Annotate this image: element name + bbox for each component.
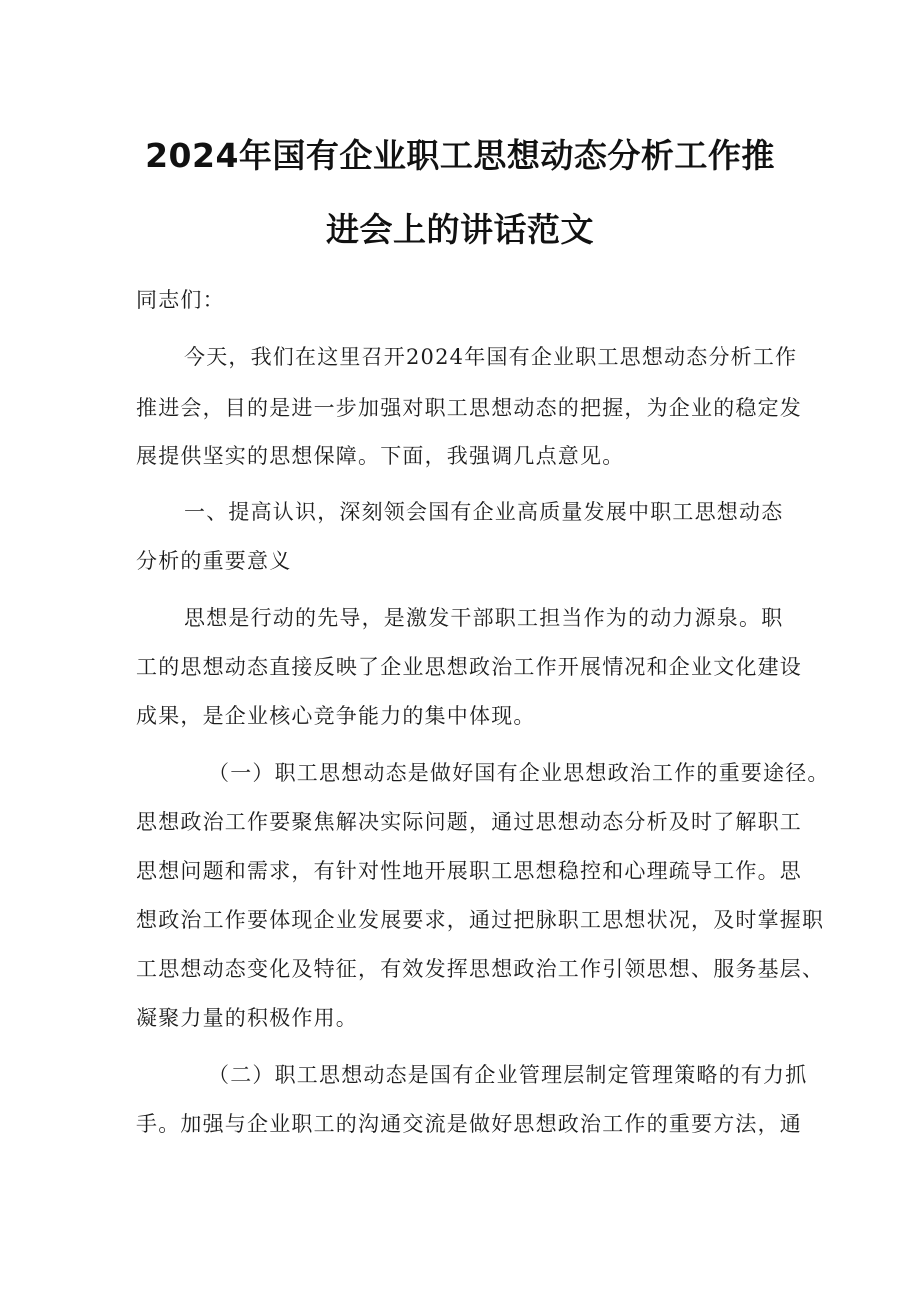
body-line: 工的思想动态直接反映了企业思想政治工作开展情况和企业文化建设 — [136, 655, 802, 679]
body-line: 今天，我们在这里召开2024年国有企业职工思想动态分析工作 — [184, 345, 798, 369]
section-heading-line: 分析的重要意义 — [136, 549, 292, 573]
subsection-line: （二）职工思想动态是国有企业管理层制定管理策略的有力抓 — [208, 1063, 808, 1087]
body-line: 思想是行动的先导，是激发干部职工担当作为的动力源泉。职 — [184, 606, 784, 630]
document-title-line-2: 进会上的讲话范文 — [326, 210, 594, 249]
body-line: 工思想动态变化及特征，有效发挥思想政治工作引领思想、服务基层、 — [136, 957, 825, 981]
body-line: 思想政治工作要聚焦解决实际问题，通过思想动态分析及时了解职工 — [136, 810, 802, 834]
body-line: 凝聚力量的积极作用。 — [136, 1006, 358, 1030]
body-line: 展提供坚实的思想保障。下面，我强调几点意见。 — [136, 444, 625, 468]
body-line: 推进会，目的是进一步加强对职工思想动态的把握，为企业的稳定发 — [136, 396, 802, 420]
subsection-line: （一）职工思想动态是做好国有企业思想政治工作的重要途径。 — [208, 761, 830, 785]
document-title-line-1: 2024年国有企业职工思想动态分析工作推 — [145, 136, 775, 175]
salutation: 同志们： — [136, 288, 225, 312]
body-line: 成果，是企业核心竞争能力的集中体现。 — [136, 704, 536, 728]
body-line: 想政治工作要体现企业发展要求，通过把脉职工思想状况，及时掌握职 — [136, 908, 825, 932]
section-heading-line: 一、提高认识，深刻领会国有企业高质量发展中职工思想动态 — [184, 500, 784, 524]
body-line: 手。加强与企业职工的沟通交流是做好思想政治工作的重要方法，通 — [136, 1112, 802, 1136]
body-line: 思想问题和需求，有针对性地开展职工思想稳控和心理疏导工作。思 — [136, 859, 802, 883]
